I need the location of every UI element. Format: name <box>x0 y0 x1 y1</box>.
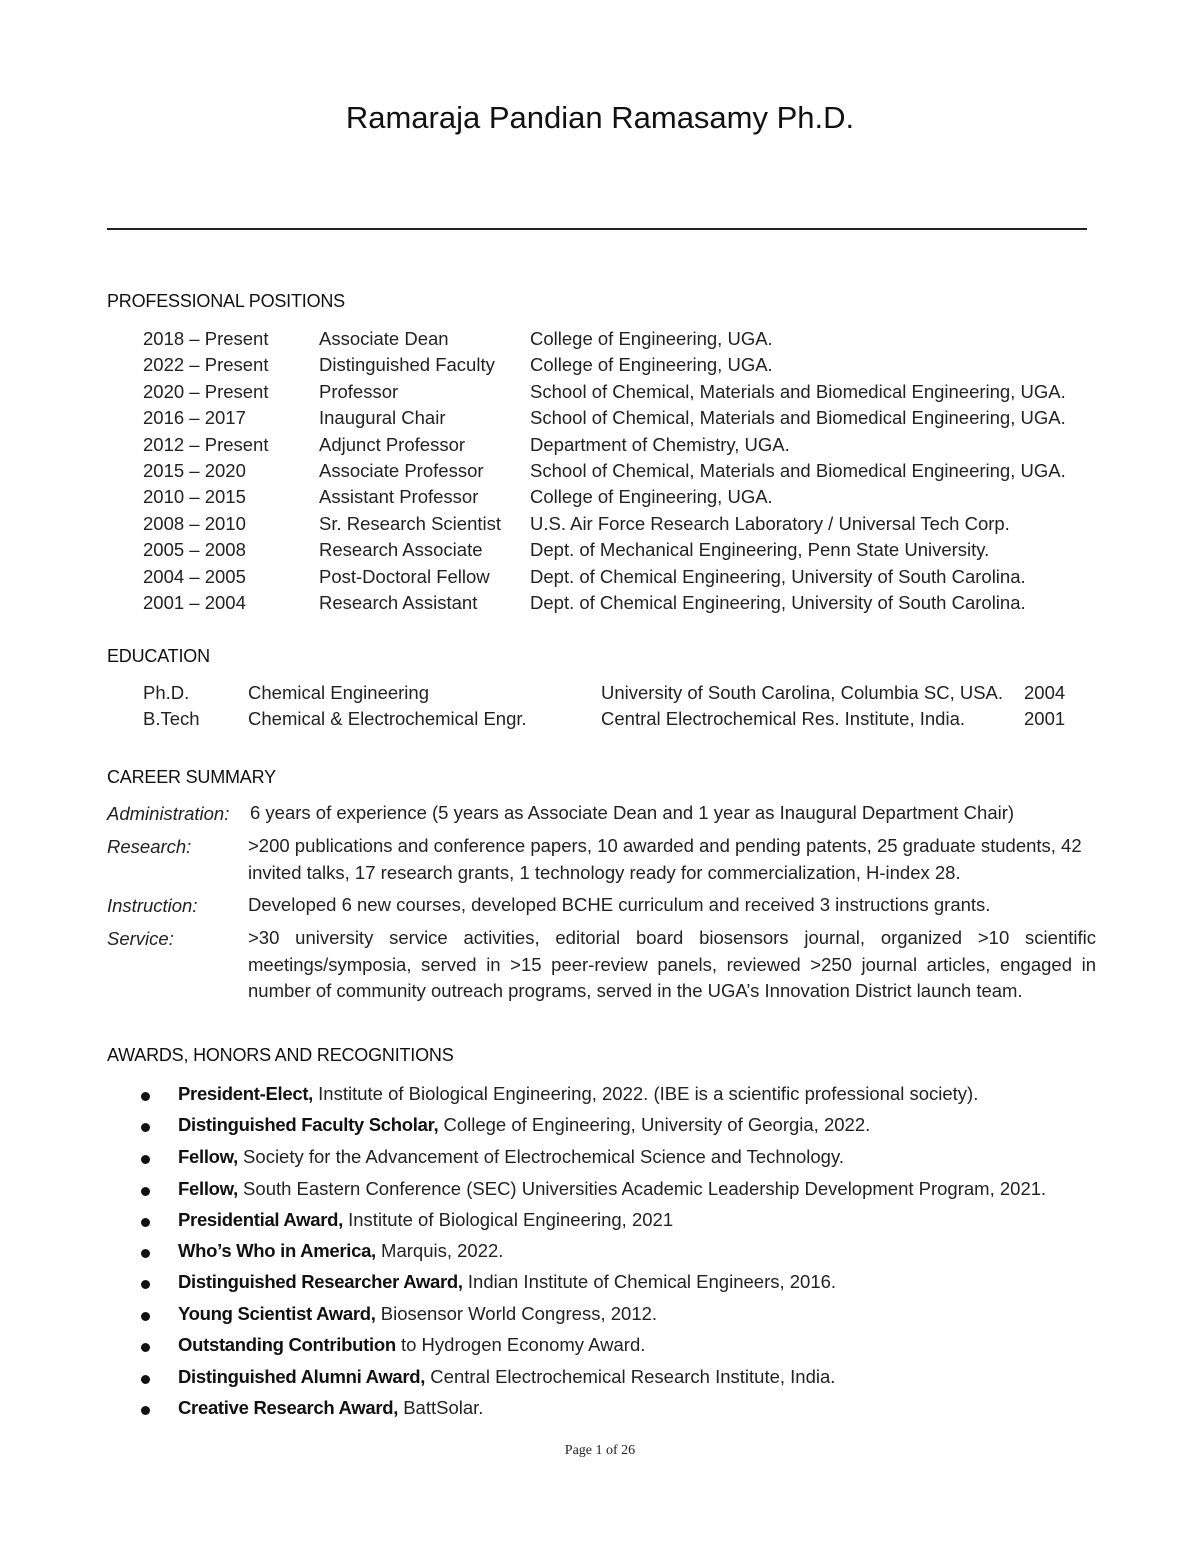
award-title: Outstanding Contribution <box>178 1334 396 1355</box>
award-title: Fellow, <box>178 1146 238 1167</box>
title-divider <box>107 228 1087 230</box>
education-year: 2004 <box>1024 682 1066 703</box>
bullet-icon <box>141 1187 150 1196</box>
career-text-administration: 6 years of experience (5 years as Associate Dean and 1 year as Inaugural Department Chair) <box>250 802 1015 823</box>
position-org: College of Engineering, UGA. <box>530 328 773 349</box>
education-degree: Ph.D. <box>143 682 190 703</box>
position-title: Research Associate <box>319 539 483 560</box>
position-title: Professor <box>319 381 399 402</box>
bullet-icon <box>141 1312 150 1321</box>
award-title: Young Scientist Award, <box>178 1303 376 1324</box>
award-title: President-Elect, <box>178 1083 314 1104</box>
position-org: School of Chemical, Materials and Biomedical Engineering, UGA. <box>530 460 1066 481</box>
position-years: 2005 – 2008 <box>143 539 246 560</box>
bullet-icon <box>141 1280 150 1289</box>
position-years: 2010 – 2015 <box>143 486 246 507</box>
award-detail: Central Electrochemical Research Institute, India. <box>425 1366 836 1387</box>
bullet-icon <box>141 1343 150 1352</box>
bullet-icon <box>141 1123 150 1132</box>
position-org: Dept. of Chemical Engineering, University of South Carolina. <box>530 592 1026 613</box>
position-title: Associate Dean <box>319 328 449 349</box>
position-title: Sr. Research Scientist <box>319 513 501 534</box>
award-detail: Indian Institute of Chemical Engineers, 2016. <box>462 1271 837 1292</box>
position-org: Department of Chemistry, UGA. <box>530 434 790 455</box>
page-number: Page 1 of 26 <box>564 1443 636 1458</box>
award-title: Distinguished Researcher Award, <box>178 1271 463 1292</box>
education-institution: University of South Carolina, Columbia SC, USA. <box>601 682 1004 703</box>
bullet-icon <box>141 1155 150 1164</box>
position-title: Inaugural Chair <box>319 407 446 428</box>
award-title: Fellow, <box>178 1178 238 1199</box>
position-org: College of Engineering, UGA. <box>530 486 773 507</box>
position-years: 2001 – 2004 <box>143 592 246 613</box>
education-year: 2001 <box>1024 708 1066 729</box>
education-field: Chemical & Electrochemical Engr. <box>248 708 527 729</box>
award-detail: Institute of Biological Engineering, 2022. (IBE is a scientific professional society). <box>313 1083 979 1104</box>
career-label-instruction: Instruction: <box>107 895 198 916</box>
education-field: Chemical Engineering <box>248 682 429 703</box>
award-detail: College of Engineering, University of Georgia, 2022. <box>438 1114 871 1135</box>
position-title: Adjunct Professor <box>319 434 466 455</box>
position-years: 2008 – 2010 <box>143 513 246 534</box>
award-detail: Biosensor World Congress, 2012. <box>375 1303 658 1324</box>
career-label-research: Research: <box>107 836 192 857</box>
page-title: Ramaraja Pandian Ramasamy Ph.D. <box>345 100 855 135</box>
position-years: 2022 – Present <box>143 354 269 375</box>
award-detail: Society for the Advancement of Electrochemical Science and Technology. <box>237 1146 844 1167</box>
position-years: 2020 – Present <box>143 381 269 402</box>
position-title: Post-Doctoral Fellow <box>319 566 490 587</box>
awards-heading: AWARDS, HONORS AND RECOGNITIONS <box>107 1045 454 1065</box>
award-detail: BattSolar. <box>398 1397 484 1418</box>
position-org: Dept. of Chemical Engineering, University of South Carolina. <box>530 566 1026 587</box>
award-detail: to Hydrogen Economy Award. <box>395 1334 646 1355</box>
award-detail: Marquis, 2022. <box>375 1240 504 1261</box>
position-title: Distinguished Faculty <box>319 354 495 375</box>
education-degree: B.Tech <box>143 708 200 729</box>
position-org: U.S. Air Force Research Laboratory / Universal Tech Corp. <box>530 513 1010 534</box>
bullet-icon <box>141 1249 150 1258</box>
award-title: Distinguished Faculty Scholar, <box>178 1114 439 1135</box>
position-years: 2015 – 2020 <box>143 460 246 481</box>
award-detail: South Eastern Conference (SEC) Universities Academic Leadership Development Program, 2021. <box>237 1178 1047 1199</box>
position-years: 2018 – Present <box>143 328 269 349</box>
position-title: Research Assistant <box>319 592 478 613</box>
award-title: Distinguished Alumni Award, <box>178 1366 426 1387</box>
positions-heading: PROFESSIONAL POSITIONS <box>107 291 345 311</box>
position-org: College of Engineering, UGA. <box>530 354 773 375</box>
career-text-research: >200 publications and conference papers, 10 awarded and pending patents, 25 graduate students, 42 invited talks, 17 research grants, 1 technology ready for commercialization, H-index 28. <box>248 835 1082 883</box>
bullet-icon <box>141 1406 150 1415</box>
bullet-icon <box>141 1375 150 1384</box>
education-institution: Central Electrochemical Res. Institute, India. <box>601 708 965 729</box>
bullet-icon <box>141 1218 150 1227</box>
position-org: School of Chemical, Materials and Biomedical Engineering, UGA. <box>530 407 1066 428</box>
position-title: Associate Professor <box>319 460 484 481</box>
education-heading: EDUCATION <box>107 646 210 666</box>
bullet-icon <box>141 1092 150 1101</box>
career-label-service: Service: <box>107 928 174 949</box>
position-title: Assistant Professor <box>319 486 479 507</box>
position-years: 2004 – 2005 <box>143 566 246 587</box>
award-title: Who’s Who in America, <box>178 1240 376 1261</box>
position-years: 2012 – Present <box>143 434 269 455</box>
position-org: School of Chemical, Materials and Biomedical Engineering, UGA. <box>530 381 1066 402</box>
career-text-instruction: Developed 6 new courses, developed BCHE curriculum and received 3 instructions grants. <box>248 894 991 915</box>
position-org: Dept. of Mechanical Engineering, Penn State University. <box>530 539 990 560</box>
award-detail: Institute of Biological Engineering, 2021 <box>342 1209 674 1230</box>
award-title: Creative Research Award, <box>178 1397 399 1418</box>
position-years: 2016 – 2017 <box>143 407 246 428</box>
career-label-administration: Administration: <box>107 803 230 824</box>
career-summary-heading: CAREER SUMMARY <box>107 767 276 787</box>
career-text-service: >30 university service activities, editorial board biosensors journal, organized >10 scientific meetings/symposia, served in >15 peer-review panels, reviewed >250 journal articles, engaged in number of community outreach programs, served in the UGA’s Innovation District launch team. <box>248 927 1096 1001</box>
award-title: Presidential Award, <box>178 1209 343 1230</box>
